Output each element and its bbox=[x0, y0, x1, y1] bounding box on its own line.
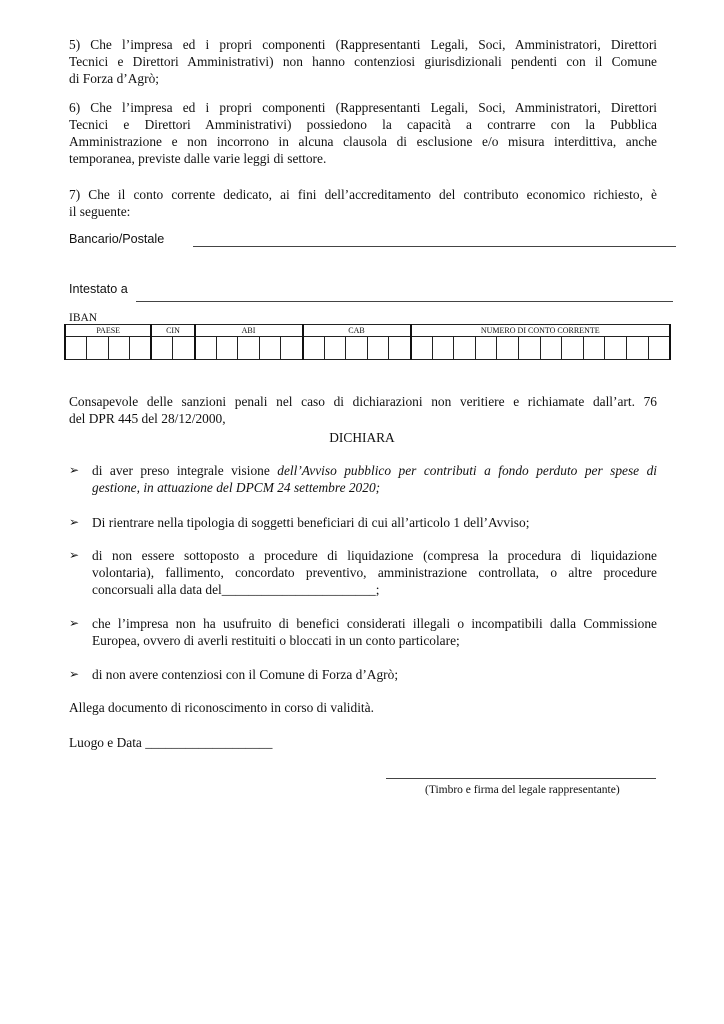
iban-cell[interactable] bbox=[367, 337, 389, 360]
text-line: di Forza d’Agrò; bbox=[69, 71, 159, 86]
place-date-field[interactable]: Luogo e Data ___________________ bbox=[69, 735, 273, 750]
iban-header-conto: NUMERO DI CONTO CORRENTE bbox=[411, 325, 671, 337]
declares-title: DICHIARA bbox=[329, 430, 395, 445]
arrowhead-bullet-icon: ➢ bbox=[69, 515, 80, 529]
iban-cell[interactable] bbox=[389, 337, 411, 360]
iban-cell[interactable] bbox=[562, 337, 584, 360]
iban-cell[interactable] bbox=[216, 337, 238, 360]
avviso-title-text: dell’Avviso pubblico per contributi a fondo perduto per spese di bbox=[277, 463, 657, 478]
declaration-text: di aver preso integrale visione bbox=[92, 463, 278, 478]
arrowhead-bullet-icon: ➢ bbox=[69, 616, 80, 630]
iban-cell[interactable] bbox=[195, 337, 217, 360]
arrowhead-bullet-icon: ➢ bbox=[69, 548, 80, 562]
iban-cell[interactable] bbox=[303, 337, 325, 360]
text-line: temporanea, previste dalle varie leggi di settore. bbox=[69, 151, 327, 166]
iban-cell[interactable] bbox=[454, 337, 476, 360]
text-line: che l’impresa non ha usufruito di benefici considerati illegali o incompatibili dalla Commissione bbox=[92, 616, 657, 631]
text-line: Amministrazione e non incorrono in alcuna clausola di esclusione e/o misura interdittiva, anche bbox=[69, 134, 657, 149]
text-line: Europea, ovvero di averli restituiti o bloccati in un conto particolare; bbox=[92, 633, 460, 648]
iban-cell[interactable] bbox=[65, 337, 87, 360]
declaration-text: Di rientrare nella tipologia di soggetti beneficiari di cui all’articolo 1 dell’Avviso; bbox=[92, 515, 530, 530]
attachment-note: Allega documento di riconoscimento in corso di validità. bbox=[69, 700, 374, 715]
iban-cell[interactable] bbox=[626, 337, 648, 360]
iban-cell[interactable] bbox=[151, 337, 173, 360]
text-line: 5) Che l’impresa ed i propri componenti (Rappresentanti Legali, Soci, Amministratori, Direttori bbox=[69, 37, 657, 52]
iban-cell[interactable] bbox=[583, 337, 605, 360]
point-6-paragraph bbox=[69, 99, 657, 167]
text-line: concorsuali alla data del_______________________; bbox=[92, 582, 380, 597]
iban-cell[interactable] bbox=[432, 337, 454, 360]
holder-field-line[interactable] bbox=[136, 301, 673, 302]
iban-cell[interactable] bbox=[108, 337, 130, 360]
text-line: Consapevole delle sanzioni penali nel caso di dichiarazioni non veritiere e richiamate dall’art. 76 bbox=[69, 394, 657, 409]
point-7-paragraph bbox=[69, 186, 657, 220]
iban-header-cab: CAB bbox=[303, 325, 411, 337]
iban-header-cin: CIN bbox=[151, 325, 194, 337]
iban-label: IBAN bbox=[69, 312, 98, 324]
text-line: del DPR 445 del 28/12/2000, bbox=[69, 411, 226, 426]
iban-cell[interactable] bbox=[605, 337, 627, 360]
signature-line[interactable] bbox=[386, 778, 656, 779]
iban-cell[interactable] bbox=[540, 337, 562, 360]
text-line: 6) Che l’impresa ed i propri componenti (Rappresentanti Legali, Soci, Amministratori, Direttori bbox=[69, 100, 657, 115]
arrowhead-bullet-icon: ➢ bbox=[69, 667, 80, 681]
text-line: 7) Che il conto corrente dedicato, ai fini dell’accreditamento del contributo economico richiesto, è bbox=[69, 187, 657, 202]
iban-cell[interactable] bbox=[130, 337, 152, 360]
bank-field-line[interactable] bbox=[193, 246, 676, 247]
holder-field-label: Intestato a bbox=[69, 282, 128, 296]
iban-cell[interactable] bbox=[648, 337, 670, 360]
iban-cell[interactable] bbox=[518, 337, 540, 360]
iban-cell[interactable] bbox=[346, 337, 368, 360]
iban-cell[interactable] bbox=[324, 337, 346, 360]
iban-cells-row bbox=[65, 337, 670, 360]
declaration-text: di non avere contenziosi con il Comune di Forza d’Agrò; bbox=[92, 667, 399, 682]
iban-cell[interactable] bbox=[411, 337, 433, 360]
iban-cell[interactable] bbox=[87, 337, 109, 360]
iban-cell[interactable] bbox=[281, 337, 303, 360]
iban-header-row bbox=[65, 325, 670, 337]
text-line: Tecnici e Direttori Amministrativi) possiedono la capacità a contrarre con la Pubblica bbox=[69, 117, 657, 132]
iban-header-abi: ABI bbox=[195, 325, 303, 337]
iban-cell[interactable] bbox=[238, 337, 260, 360]
iban-cell[interactable] bbox=[173, 337, 195, 360]
text-line: volontaria), fallimento, concordato preventivo, amministrazione controllata, o altre procedure bbox=[92, 565, 657, 580]
text-line: Tecnici e Direttori Amministrativi) non hanno contenziosi giurisdizionali pendenti con il Comune bbox=[69, 54, 657, 69]
bank-field-label: Bancario/Postale bbox=[69, 232, 165, 246]
iban-header-paese: PAESE bbox=[65, 325, 151, 337]
text-line bbox=[92, 462, 657, 479]
awareness-paragraph bbox=[69, 393, 657, 427]
iban-cell[interactable] bbox=[259, 337, 281, 360]
iban-cell[interactable] bbox=[497, 337, 519, 360]
iban-cell[interactable] bbox=[475, 337, 497, 360]
avviso-title-text: gestione, in attuazione del DPCM 24 settembre 2020; bbox=[92, 480, 381, 495]
iban-grid bbox=[64, 324, 671, 360]
text-line: di non essere sottoposto a procedure di liquidazione (compresa la procedura di liquidazione bbox=[92, 548, 657, 563]
arrowhead-bullet-icon: ➢ bbox=[69, 463, 80, 477]
text-line: il seguente: bbox=[69, 204, 131, 219]
point-5-paragraph bbox=[69, 36, 657, 87]
signature-caption: (Timbro e firma del legale rappresentante) bbox=[425, 784, 620, 796]
